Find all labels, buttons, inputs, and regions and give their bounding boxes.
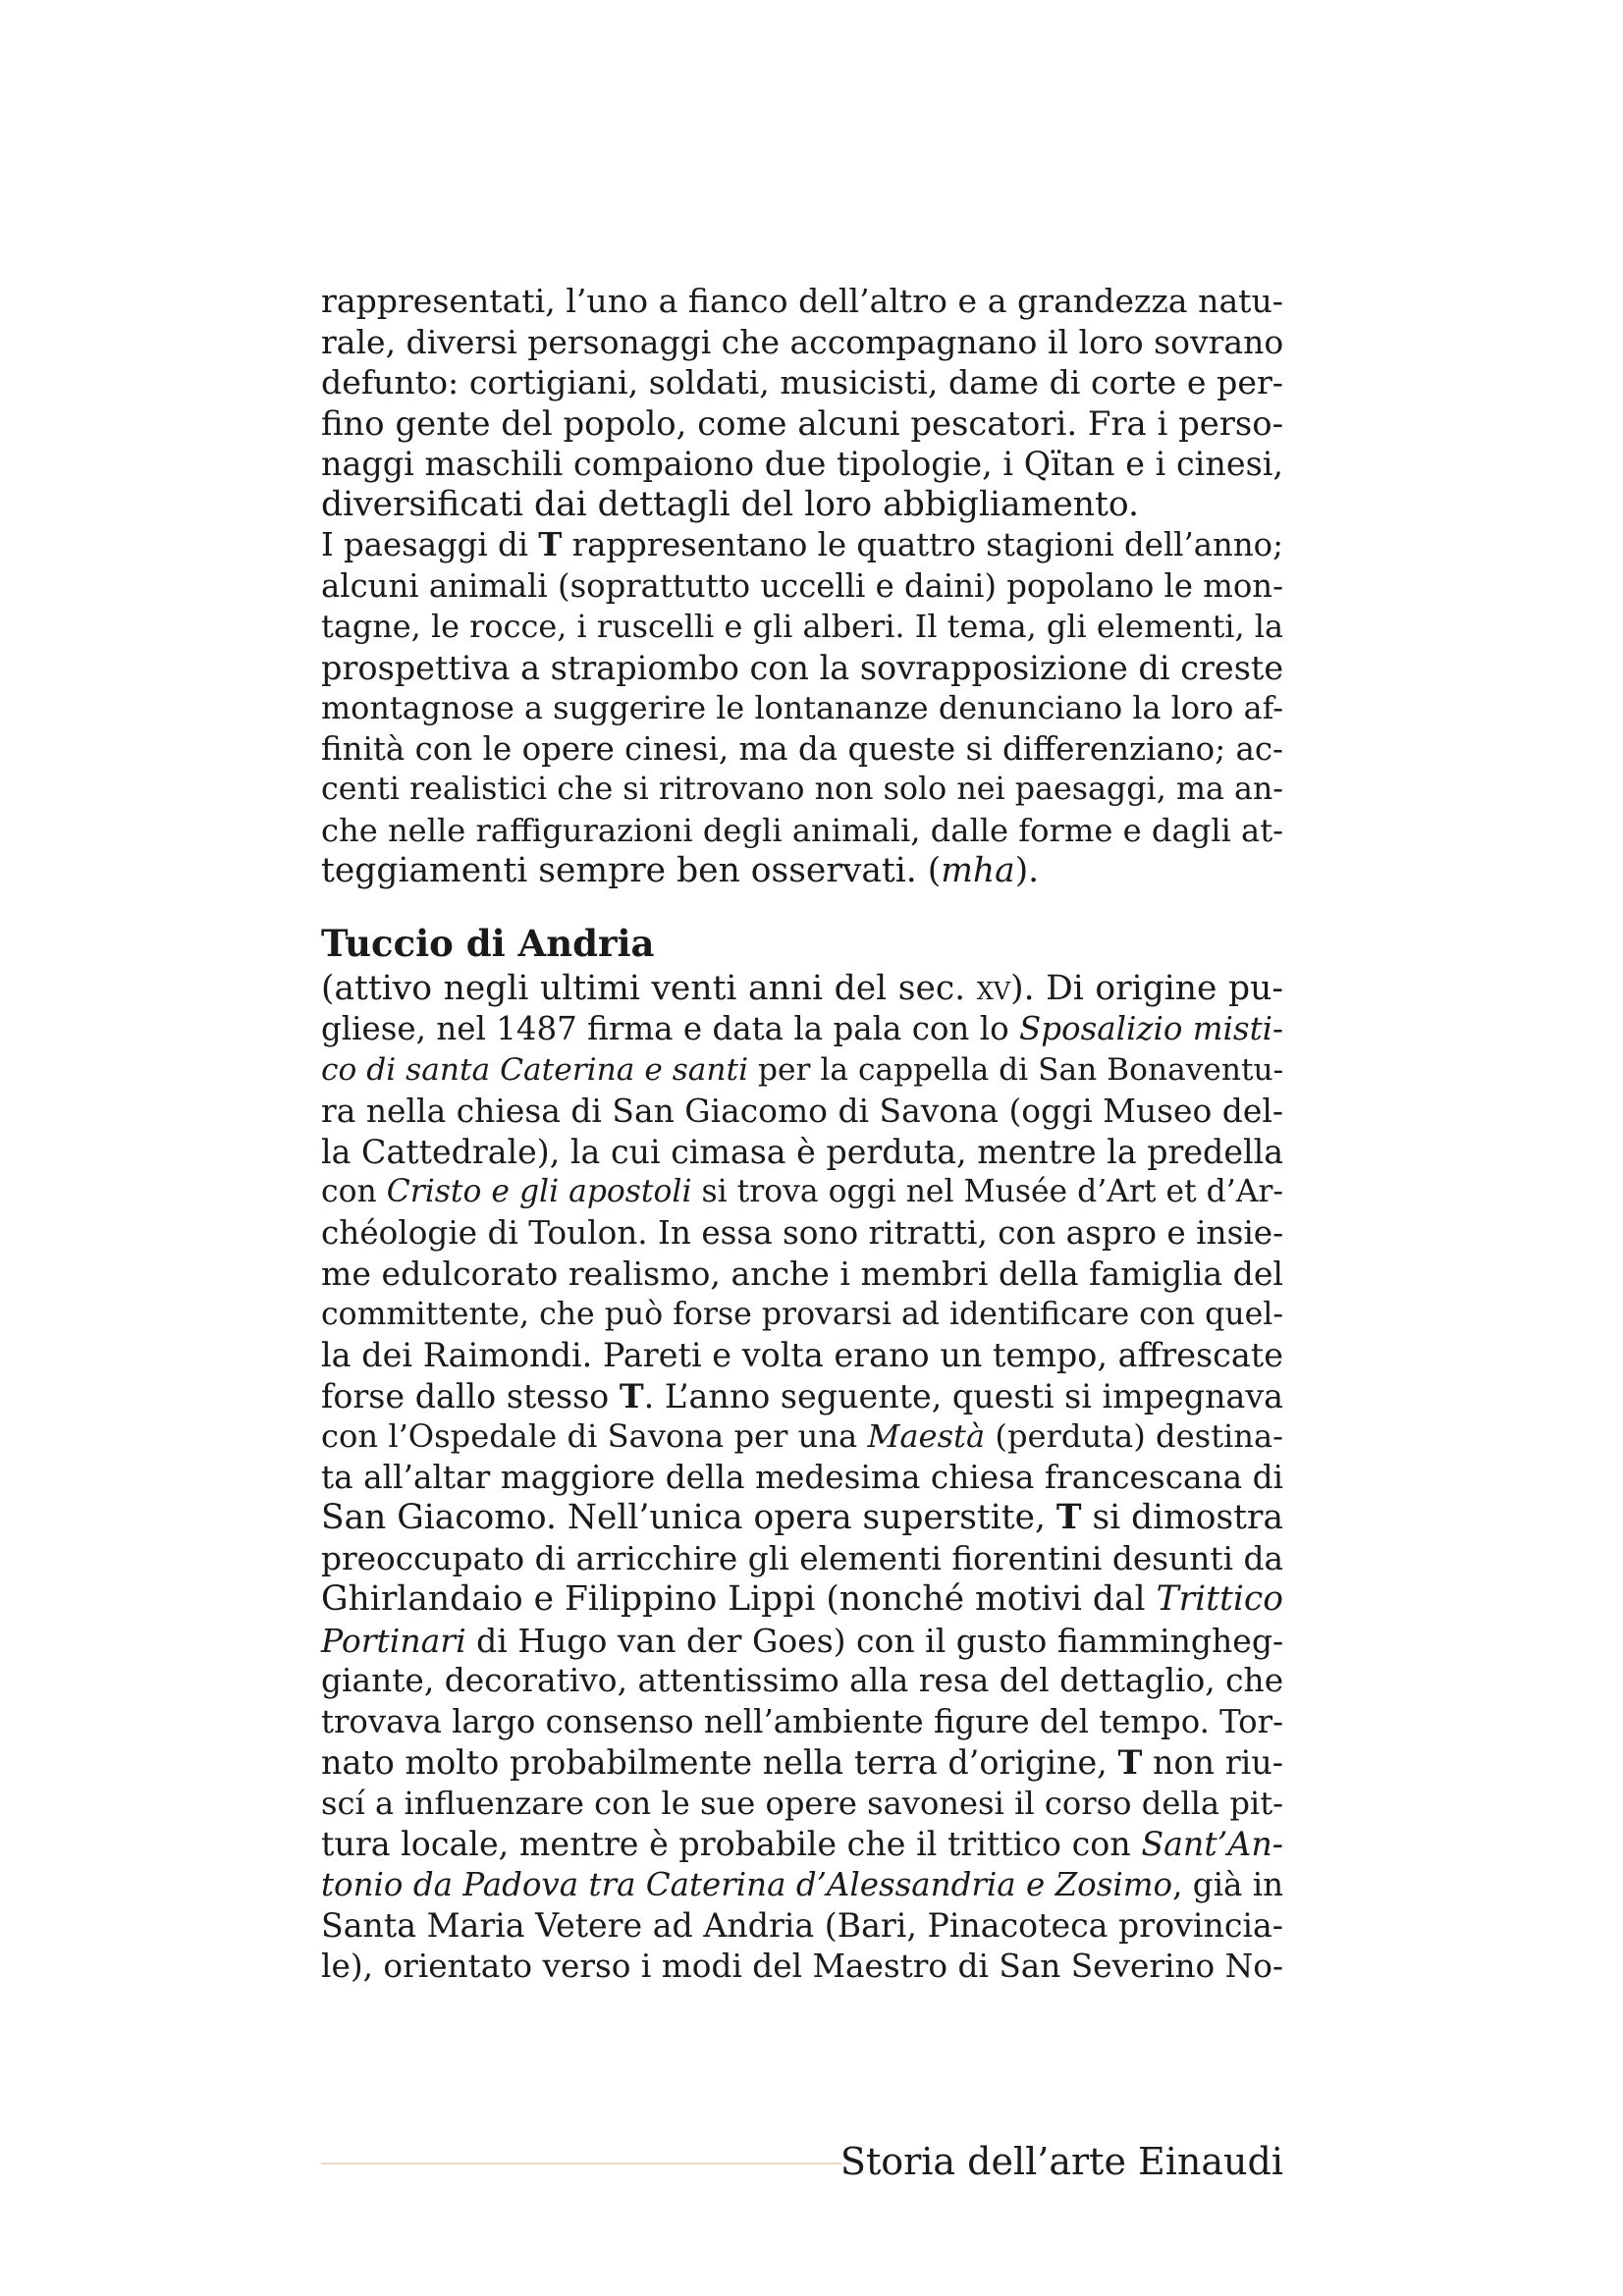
text-line: chéologie di Toulon. In essa sono ritratti, con aspro e insie- — [321, 1213, 1284, 1252]
artwork-title: co di santa Caterina e santi — [321, 1051, 749, 1088]
footer-label: Storia dell’arte Einaudi — [839, 2140, 1283, 2183]
text-run: ). Di origine pu- — [1010, 968, 1283, 1008]
text-line — [321, 1376, 1283, 1417]
entry-abbreviation: T — [1117, 1743, 1143, 1782]
artwork-title: Sant’An- — [1141, 1825, 1283, 1863]
paragraph-qitan-figures — [321, 281, 1283, 525]
text-line — [321, 1824, 1283, 1865]
text-line: defunto: cortigiani, soldati, musicisti, dame di corte e per- — [321, 363, 1283, 401]
entry-abbreviation: T — [619, 1376, 644, 1415]
text-line — [321, 1050, 1283, 1092]
artwork-title: Sposalizio misti- — [1019, 1010, 1283, 1047]
text-run: San Giacomo. Nell’unica opera superstite, — [321, 1498, 1056, 1537]
century-numeral: xv — [976, 968, 1011, 1008]
artwork-title: tonio da Padova tra Caterina d’Alessandria e Zosimo — [321, 1865, 1173, 1903]
text-line: preoccupato di arricchire gli elementi fiorentini desunti da — [321, 1539, 1283, 1577]
artwork-title: Portinari — [321, 1621, 466, 1660]
text-line — [321, 1742, 1283, 1784]
text-line — [321, 1621, 1283, 1662]
text-line: finità con le opere cinesi, ma da queste si differenziano; ac- — [321, 729, 1283, 768]
entry-abbreviation: T — [1055, 1498, 1082, 1537]
text-line: la dei Raimondi. Pareti e volta erano un tempo, affrescate — [321, 1336, 1283, 1374]
text-line: rale, diversi personaggi che accompagnano il loro sovrano — [321, 322, 1284, 361]
text-run: si dimostra — [1081, 1498, 1283, 1537]
artwork-title: Maestà — [867, 1417, 986, 1455]
text-run: rappresentano le quattro stagioni dell’anno; — [562, 526, 1284, 563]
text-run: con — [321, 1174, 387, 1209]
text-line: rappresentati, l’uno a fianco dell’altro e a grandezza natu- — [321, 282, 1283, 320]
text-run: si trova oggi nel Musée d’Art et d’Ar- — [691, 1174, 1284, 1209]
text-line: che nelle raffigurazioni degli animali, dalle forme e dagli at- — [321, 811, 1283, 849]
entry-heading: Tuccio di Andria — [321, 921, 655, 965]
text-line: scí a influenzare con le sue opere savonesi il corso della pit- — [321, 1784, 1283, 1822]
entry-abbreviation: T — [538, 526, 563, 563]
text-line — [321, 1009, 1283, 1050]
text-run: nato molto probabilmente nella terra d’origine, — [321, 1743, 1118, 1782]
text-line — [321, 969, 1283, 1010]
text-run: teggiamenti sempre ben osservati. ( — [321, 851, 942, 890]
text-line: prospettiva a strapiombo con la sovrapposizione di creste — [321, 648, 1284, 687]
text-line: la Cattedrale), la cui cimasa è perduta, mentre la predella — [321, 1132, 1283, 1171]
text-line: centi realistici che si ritrovano non solo nei paesaggi, ma an- — [321, 772, 1283, 807]
text-line — [321, 1416, 1283, 1458]
text-line: alcuni animali (soprattutto uccelli e daini) popolano le mon- — [321, 566, 1283, 605]
text-line: diversificati dai dettagli del loro abbigliamento. — [321, 484, 1139, 524]
text-line — [321, 1865, 1283, 1906]
text-run: , già in — [1172, 1865, 1283, 1903]
text-line — [321, 851, 1283, 892]
text-run: di Hugo van der Goes) con il gusto fiammingheg- — [465, 1621, 1284, 1660]
text-line: ta all’altar maggiore della medesima chiesa francescana di — [321, 1458, 1283, 1496]
text-run: per la cappella di San Bonaventu- — [748, 1051, 1284, 1088]
text-line — [321, 1498, 1283, 1539]
text-line: montagnose a suggerire le lontananze denunciano la loro af- — [321, 689, 1283, 726]
text-run: I paesaggi di — [321, 526, 539, 563]
text-line: tagne, le rocce, i ruscelli e gli alberi. Il tema, gli elementi, la — [321, 608, 1283, 645]
text-line — [321, 1579, 1283, 1621]
artwork-title: Cristo e gli apostoli — [386, 1174, 692, 1209]
entry-body — [321, 969, 1283, 1988]
text-run: Ghirlandaio e Filippino Lippi (nonché motivi dal — [321, 1579, 1157, 1619]
text-line: committente, che può forse provarsi ad identificare con quel- — [321, 1296, 1283, 1332]
text-line: giante, decorativo, attentissimo alla resa del dettaglio, che — [321, 1662, 1284, 1699]
author-initials: mha — [941, 851, 1015, 890]
text-run: con l’Ospedale di Savona per una — [321, 1417, 868, 1455]
text-line: le), orientato verso i modi del Maestro di San Severino No- — [321, 1947, 1284, 1985]
text-run: non riu- — [1142, 1743, 1284, 1782]
text-line: ra nella chiesa di San Giacomo di Savona (oggi Museo del- — [321, 1092, 1283, 1130]
text-run: forse dallo stesso — [321, 1376, 620, 1415]
text-run: (attivo negli ultimi venti anni del sec. — [321, 968, 977, 1008]
text-line — [321, 1172, 1283, 1213]
text-line: me edulcorato realismo, anche i membri della famiglia del — [321, 1255, 1283, 1293]
text-line: naggi maschili compaiono due tipologie, i Qïtan e i cinesi, — [321, 445, 1283, 483]
paragraph-landscapes — [321, 525, 1283, 892]
text-run: ). — [1014, 851, 1040, 890]
text-line: trovava largo consenso nell’ambiente figure del tempo. Tor- — [321, 1702, 1283, 1740]
text-run: gliese, nel 1487 firma e data la pala con lo — [321, 1010, 1019, 1047]
text-run: . L’anno seguente, questi si impegnava — [643, 1376, 1283, 1415]
artwork-title: Trittico — [1156, 1579, 1283, 1619]
footer-rule — [321, 2163, 841, 2164]
text-line: Santa Maria Vetere ad Andria (Bari, Pinacoteca provincia- — [321, 1906, 1283, 1945]
body-text — [321, 281, 1283, 1987]
text-run: (perduta) destina- — [985, 1417, 1283, 1455]
text-line: fino gente del popolo, come alcuni pescatori. Fra i perso- — [321, 403, 1283, 443]
text-run: tura locale, mentre è probabile che il trittico con — [321, 1825, 1142, 1863]
text-line — [321, 525, 1283, 566]
